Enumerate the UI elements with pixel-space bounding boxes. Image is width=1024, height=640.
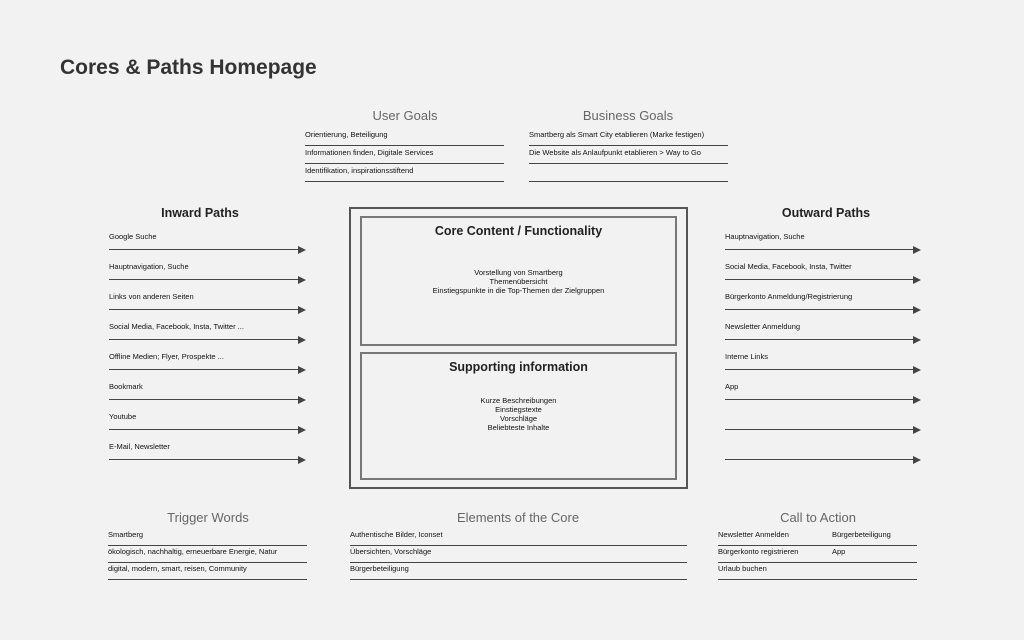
supporting-info-title: Supporting information	[449, 360, 588, 374]
arrow-right-icon	[298, 336, 306, 344]
inward-paths-label: Social Media, Facebook, Insta, Twitter ...	[109, 322, 244, 331]
arrow-line	[725, 399, 915, 401]
arrow-line	[725, 339, 915, 341]
arrow-line	[725, 279, 915, 281]
arrow-line	[725, 429, 915, 431]
cta-row	[718, 563, 917, 580]
inward-paths-arrow-item	[109, 292, 306, 310]
cta-item: Bürgerbeteiligung	[832, 530, 891, 539]
inward-paths-arrow-item	[109, 322, 306, 340]
cta-item: Newsletter Anmelden	[718, 530, 789, 539]
inward-paths-label: Bookmark	[109, 382, 143, 391]
outward-paths-arrow-item	[725, 416, 921, 430]
user-goals-title: User Goals	[372, 108, 438, 123]
user-goal-item: Informationen finden, Digitale Services	[305, 147, 504, 164]
business-goal-item: Smartberg als Smart City etablieren (Marke festigen)	[529, 129, 728, 146]
business-goals-title: Business Goals	[582, 108, 674, 123]
trigger-word-item: digital, modern, smart, reisen, Community	[108, 563, 307, 580]
core-content-title: Core Content / Functionality	[434, 224, 603, 238]
outward-paths-label: Newsletter Anmeldung	[725, 322, 801, 331]
cta-item: Bürgerkonto registrieren	[718, 547, 799, 556]
arrow-line	[725, 249, 915, 251]
arrow-line	[109, 309, 300, 311]
arrow-right-icon	[298, 366, 306, 374]
trigger-word-item: Smartberg	[108, 529, 307, 546]
arrow-line	[725, 369, 915, 371]
arrow-line	[109, 399, 300, 401]
inward-paths-arrow-item	[109, 382, 306, 400]
supporting-info-box	[360, 352, 677, 480]
inward-paths-arrow-item	[109, 262, 306, 280]
outward-paths-label: App	[725, 382, 739, 391]
supporting-info-line: Vorschläge	[499, 414, 538, 423]
arrow-right-icon	[913, 246, 921, 254]
arrow-right-icon	[298, 456, 306, 464]
inward-paths-label: Offline Medien; Flyer, Prospekte ...	[109, 352, 224, 361]
arrow-line	[725, 459, 915, 461]
core-content-box	[360, 216, 677, 346]
inward-paths-arrow-item	[109, 442, 306, 460]
inward-paths-label: Google Suche	[109, 232, 157, 241]
arrow-right-icon	[913, 306, 921, 314]
trigger-word-item: ökologisch, nachhaltig, erneuerbare Energie, Natur	[108, 546, 307, 563]
elements-core-title: Elements of the Core	[456, 510, 580, 525]
outward-paths-arrow-item	[725, 382, 921, 400]
arrow-right-icon	[913, 336, 921, 344]
arrow-right-icon	[298, 306, 306, 314]
outward-paths-arrow-item	[725, 292, 921, 310]
call-to-action-title: Call to Action	[780, 510, 856, 525]
arrow-right-icon	[298, 246, 306, 254]
arrow-right-icon	[913, 426, 921, 434]
outward-paths-label: Social Media, Facebook, Insta, Twitter	[725, 262, 852, 271]
arrow-right-icon	[913, 396, 921, 404]
arrow-line	[109, 279, 300, 281]
arrow-line	[109, 429, 300, 431]
business-goal-item: Die Website als Anlaufpunkt etablieren > Way to Go	[529, 147, 728, 164]
arrow-right-icon	[913, 366, 921, 374]
arrow-right-icon	[913, 456, 921, 464]
outward-paths-arrow-item	[725, 322, 921, 340]
cta-row	[718, 546, 917, 563]
inward-paths-arrow-item	[109, 412, 306, 430]
elements-core-item: Authentische Bilder, Iconset	[350, 529, 687, 546]
arrow-line	[109, 339, 300, 341]
elements-core-item: Übersichten, Vorschläge	[350, 546, 687, 563]
inward-paths-title: Inward Paths	[161, 206, 239, 220]
inward-paths-label: Youtube	[109, 412, 137, 421]
cta-row	[718, 529, 917, 546]
user-goal-item: Identifikation, inspirationsstiftend	[305, 165, 504, 182]
inward-paths-arrow-item	[109, 352, 306, 370]
cta-item: App	[832, 547, 846, 556]
outward-paths-title: Outward Paths	[781, 206, 871, 220]
arrow-right-icon	[298, 426, 306, 434]
inward-paths-label: E-Mail, Newsletter	[109, 442, 170, 451]
inward-paths-label: Links von anderen Seiten	[109, 292, 194, 301]
supporting-info-line: Einstiegstexte	[495, 405, 542, 414]
arrow-line	[109, 369, 300, 371]
outward-paths-arrow-item	[725, 262, 921, 280]
inward-paths-label: Hauptnavigation, Suche	[109, 262, 189, 271]
trigger-words-title: Trigger Words	[167, 510, 249, 525]
supporting-info-line: Beliebteste Inhalte	[487, 423, 550, 432]
core-content-line: Themenübersicht	[489, 277, 548, 286]
outward-paths-arrow-item	[725, 352, 921, 370]
arrow-line	[725, 309, 915, 311]
outward-paths-label: Interne Links	[725, 352, 768, 361]
cta-item: Urlaub buchen	[718, 564, 767, 573]
outward-paths-arrow-item	[725, 232, 921, 250]
inward-paths-arrow-item	[109, 232, 306, 250]
page-title: Cores & Paths Homepage	[60, 56, 317, 79]
elements-core-item: Bürgerbeteiligung	[350, 563, 687, 580]
user-goal-item: Orientierung, Beteiligung	[305, 129, 504, 146]
core-content-line: Vorstellung von Smartberg	[474, 268, 563, 277]
outward-paths-label: Bürgerkonto Anmeldung/Registrierung	[725, 292, 853, 301]
arrow-line	[109, 249, 300, 251]
business-goal-item	[529, 165, 728, 182]
outward-paths-arrow-item	[725, 446, 921, 460]
arrow-right-icon	[298, 396, 306, 404]
supporting-info-line: Kurze Beschreibungen	[480, 396, 557, 405]
arrow-right-icon	[913, 276, 921, 284]
arrow-right-icon	[298, 276, 306, 284]
core-container	[349, 207, 688, 489]
arrow-line	[109, 459, 300, 461]
outward-paths-label: Hauptnavigation, Suche	[725, 232, 805, 241]
core-content-line: Einstiegspunkte in die Top-Themen der Zielgruppen	[432, 286, 605, 295]
